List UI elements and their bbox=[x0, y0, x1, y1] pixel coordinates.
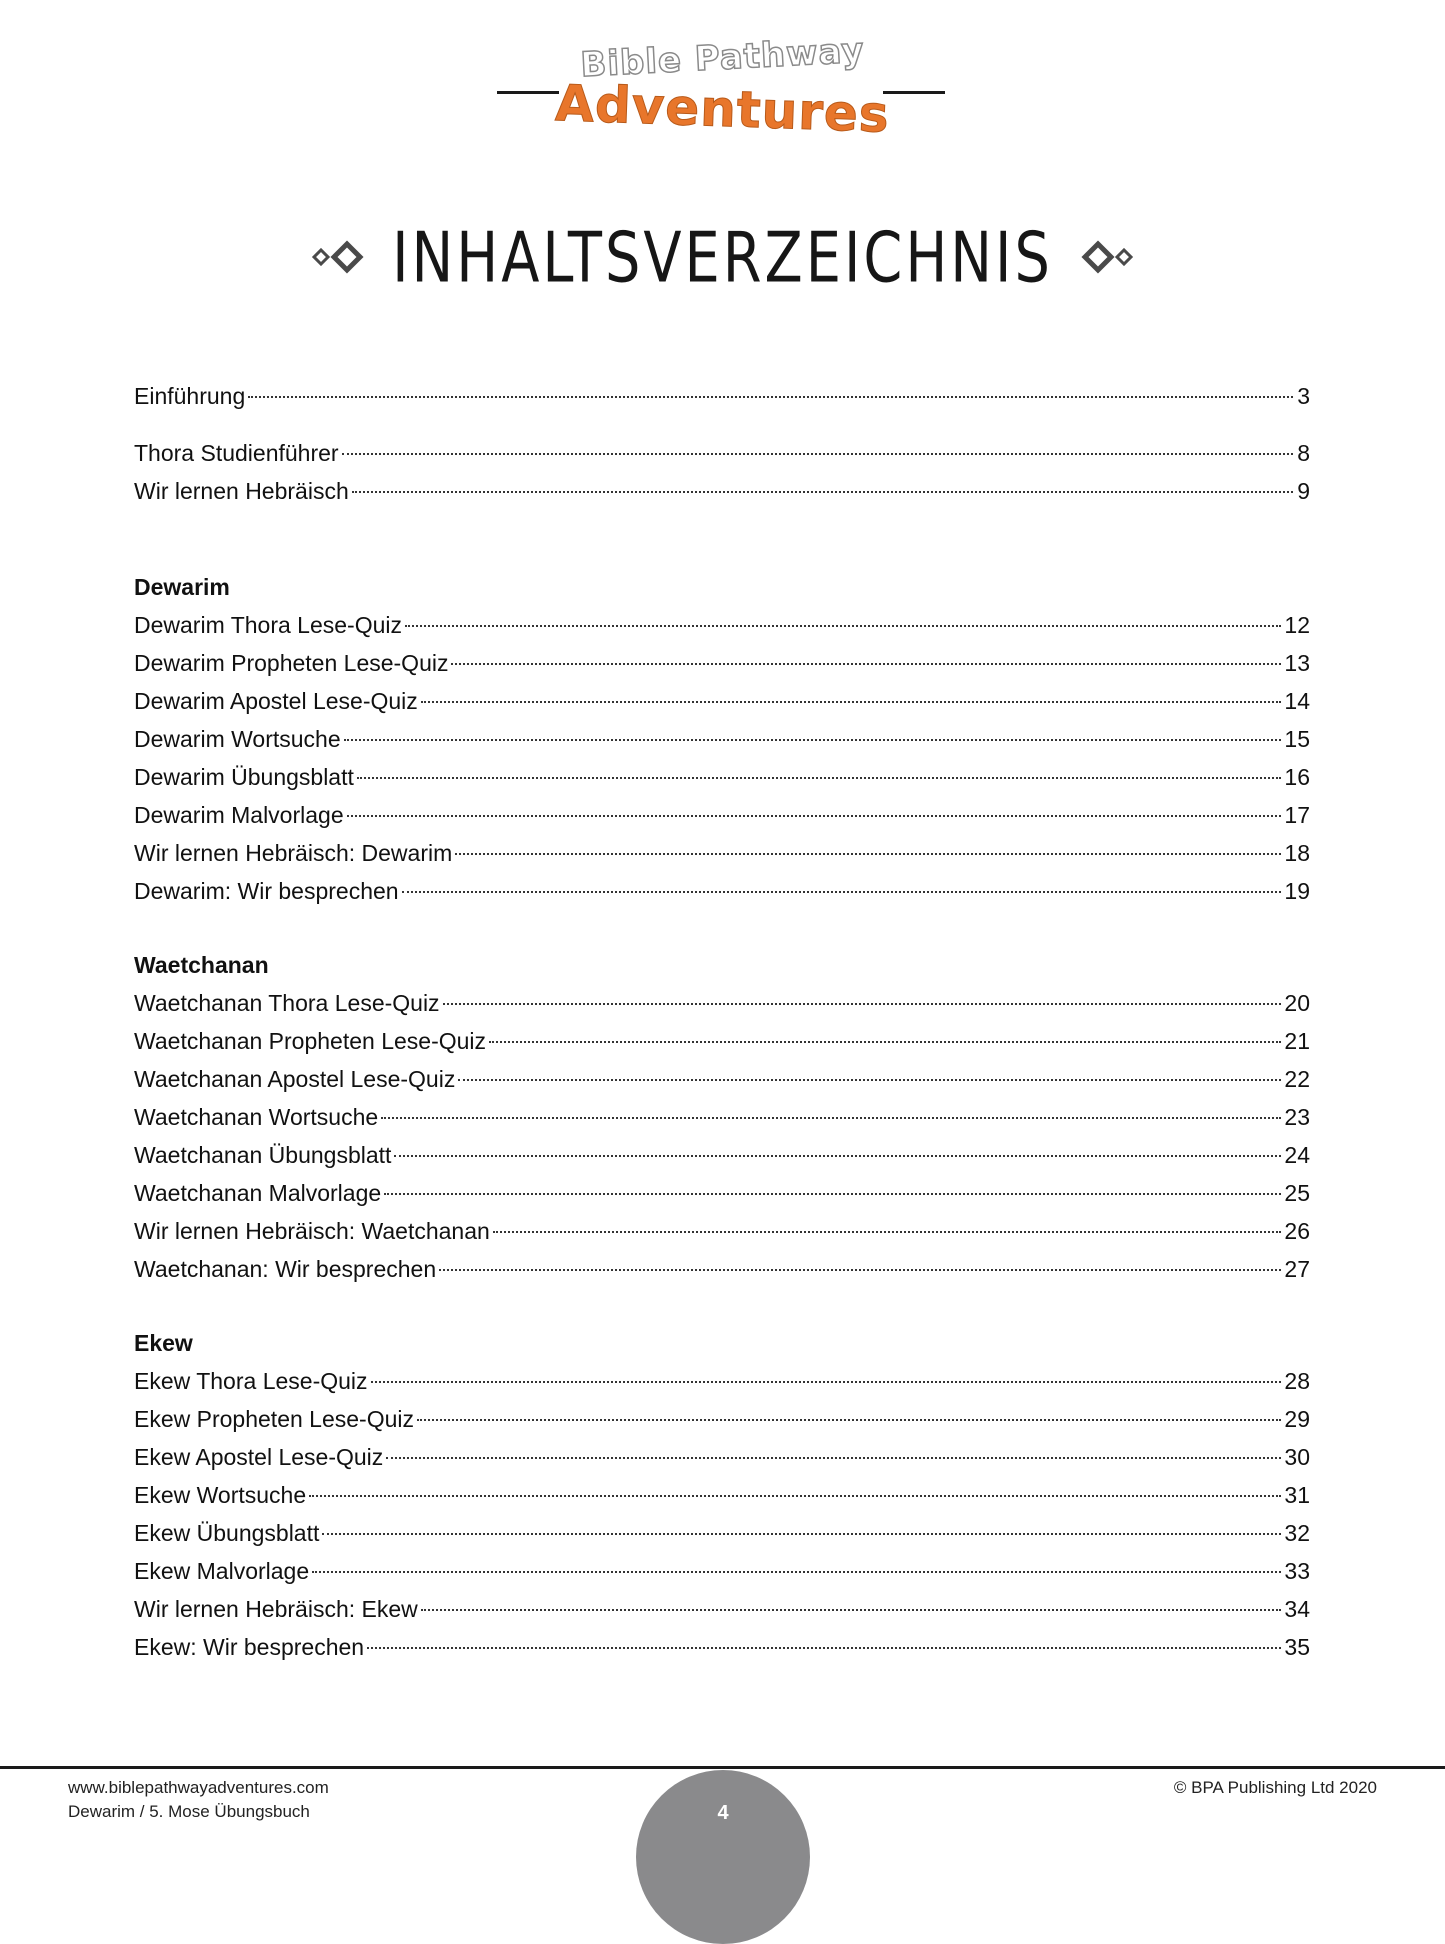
toc-entry[interactable] bbox=[134, 762, 1310, 792]
dot-leader bbox=[402, 890, 1282, 893]
toc-entry-page: 30 bbox=[1284, 1444, 1310, 1470]
toc-entry-page: 23 bbox=[1284, 1104, 1310, 1130]
toc-entry[interactable] bbox=[134, 1442, 1310, 1472]
dot-leader bbox=[371, 1380, 1282, 1383]
toc-entry-label: Ekew Thora Lese-Quiz bbox=[134, 1368, 368, 1394]
dot-leader bbox=[342, 452, 1293, 455]
toc-entry-page: 3 bbox=[1297, 383, 1310, 409]
toc-entry-label: Dewarim Apostel Lese-Quiz bbox=[134, 688, 418, 714]
toc-entry-label: Dewarim Thora Lese-Quiz bbox=[134, 612, 403, 638]
toc-entry-page: 35 bbox=[1284, 1634, 1310, 1660]
toc-entry-page: 24 bbox=[1284, 1142, 1310, 1168]
toc-entry[interactable] bbox=[134, 1632, 1310, 1662]
toc-entry-label: Dewarim: Wir besprechen bbox=[134, 878, 399, 904]
toc-entry-hebrew[interactable] bbox=[134, 476, 1310, 506]
toc-entry[interactable] bbox=[134, 686, 1310, 716]
dot-leader bbox=[417, 1418, 1281, 1421]
toc-entry-page: 15 bbox=[1284, 726, 1310, 752]
toc-entry-label: Waetchanan: Wir besprechen bbox=[134, 1256, 437, 1282]
toc-entry-label: Waetchanan Apostel Lese-Quiz bbox=[134, 1066, 456, 1092]
toc-entry[interactable] bbox=[134, 800, 1310, 830]
toc-entry-label: Ekew Malvorlage bbox=[134, 1558, 310, 1584]
toc-entry-page: 19 bbox=[1284, 878, 1310, 904]
section-heading: Dewarim bbox=[134, 574, 230, 600]
dot-leader bbox=[458, 1078, 1281, 1081]
toc-entry-page: 13 bbox=[1284, 650, 1310, 676]
toc-entry-page: 21 bbox=[1284, 1028, 1310, 1054]
toc-entry[interactable] bbox=[134, 724, 1310, 754]
toc-entry[interactable] bbox=[134, 1518, 1310, 1548]
toc-entry-label: Wir lernen Hebräisch: Waetchanan bbox=[134, 1218, 490, 1244]
page-number: 4 bbox=[717, 1802, 729, 1824]
toc-entry-label: Ekew Wortsuche bbox=[134, 1482, 307, 1508]
toc-entry-study-guide[interactable] bbox=[134, 438, 1310, 468]
toc-entry-page: 12 bbox=[1284, 612, 1310, 638]
book-title: Dewarim / 5. Mose Übungsbuch bbox=[68, 1802, 310, 1821]
dot-leader bbox=[309, 1494, 1281, 1497]
logo bbox=[0, 30, 1445, 144]
dot-leader bbox=[421, 700, 1282, 703]
toc-entry-label: Dewarim Übungsblatt bbox=[134, 764, 354, 790]
section-heading: Ekew bbox=[134, 1330, 193, 1356]
dot-leader bbox=[312, 1570, 1281, 1573]
toc-entry-label: Dewarim Malvorlage bbox=[134, 802, 344, 828]
toc-entry[interactable] bbox=[134, 988, 1310, 1018]
dot-leader bbox=[443, 1002, 1282, 1005]
dot-leader bbox=[439, 1268, 1281, 1271]
toc-entry[interactable] bbox=[134, 648, 1310, 678]
dot-leader bbox=[451, 662, 1281, 665]
toc-entry-label: Dewarim Propheten Lese-Quiz bbox=[134, 650, 449, 676]
toc-entry[interactable] bbox=[134, 1178, 1310, 1208]
toc-entry-label: Waetchanan Thora Lese-Quiz bbox=[134, 990, 440, 1016]
dot-leader bbox=[352, 490, 1293, 493]
toc-entry-label: Waetchanan Übungsblatt bbox=[134, 1142, 392, 1168]
toc-entry[interactable] bbox=[134, 1254, 1310, 1284]
dot-leader bbox=[357, 776, 1282, 779]
toc-entry[interactable] bbox=[134, 1404, 1310, 1434]
diamond-ornament-right-icon bbox=[1075, 240, 1141, 274]
toc-entry-page: 27 bbox=[1284, 1256, 1310, 1282]
toc-entry-page: 8 bbox=[1297, 440, 1310, 466]
footer-left bbox=[68, 1776, 329, 1824]
toc-entry-page: 32 bbox=[1284, 1520, 1310, 1546]
toc-entry-page: 29 bbox=[1284, 1406, 1310, 1432]
dot-leader bbox=[347, 814, 1282, 817]
toc-entry[interactable] bbox=[134, 1064, 1310, 1094]
toc-entry[interactable] bbox=[134, 1140, 1310, 1170]
title-row bbox=[0, 216, 1445, 298]
toc-entry-page: 16 bbox=[1284, 764, 1310, 790]
toc-entry[interactable] bbox=[134, 838, 1310, 868]
toc-entry-page: 28 bbox=[1284, 1368, 1310, 1394]
dot-leader bbox=[381, 1116, 1281, 1119]
toc-entry-label: Wir lernen Hebräisch: Dewarim bbox=[134, 840, 453, 866]
footer-rule bbox=[0, 1766, 1445, 1769]
toc-entry-page: 14 bbox=[1284, 688, 1310, 714]
toc-entry[interactable] bbox=[134, 1480, 1310, 1510]
toc-entry[interactable] bbox=[134, 1366, 1310, 1396]
toc-entry-page: 31 bbox=[1284, 1482, 1310, 1508]
dot-leader bbox=[455, 852, 1281, 855]
toc-entry[interactable] bbox=[134, 610, 1310, 640]
toc-entry-page: 18 bbox=[1284, 840, 1310, 866]
section-heading: Waetchanan bbox=[134, 952, 269, 978]
dot-leader bbox=[384, 1192, 1281, 1195]
toc-entry-label: Ekew Propheten Lese-Quiz bbox=[134, 1406, 414, 1432]
toc-entry-page: 9 bbox=[1297, 478, 1310, 504]
dot-leader bbox=[248, 395, 1293, 398]
copyright: © BPA Publishing Ltd 2020 bbox=[1173, 1778, 1377, 1797]
toc-entry[interactable] bbox=[134, 1102, 1310, 1132]
toc-entry-label: Waetchanan Wortsuche bbox=[134, 1104, 379, 1130]
dot-leader bbox=[367, 1646, 1281, 1649]
toc-entry[interactable] bbox=[134, 1594, 1310, 1624]
toc-entry-page: 22 bbox=[1284, 1066, 1310, 1092]
logo-bottom-text: Adventures bbox=[554, 74, 891, 144]
toc-entry-label: Wir lernen Hebräisch bbox=[134, 478, 349, 504]
dot-leader bbox=[489, 1040, 1281, 1043]
toc-entry-page: 17 bbox=[1284, 802, 1310, 828]
page-number-badge bbox=[636, 1770, 810, 1944]
toc-entry[interactable] bbox=[134, 1556, 1310, 1586]
dot-leader bbox=[322, 1532, 1281, 1535]
dot-leader bbox=[421, 1608, 1282, 1611]
toc-entry-label: Ekew: Wir besprechen bbox=[134, 1634, 365, 1660]
toc-entry-label: Ekew Apostel Lese-Quiz bbox=[134, 1444, 384, 1470]
toc-entry[interactable] bbox=[134, 1026, 1310, 1056]
toc-entry-label: Einführung bbox=[134, 383, 246, 409]
toc-entry-page: 20 bbox=[1284, 990, 1310, 1016]
toc-entry[interactable] bbox=[134, 876, 1310, 906]
dot-leader bbox=[394, 1154, 1281, 1157]
diamond-ornament-left-icon bbox=[304, 240, 370, 274]
toc-entry-page: 25 bbox=[1284, 1180, 1310, 1206]
toc-entry-page: 33 bbox=[1284, 1558, 1310, 1584]
dot-leader bbox=[344, 738, 1282, 741]
toc-entry-label: Waetchanan Malvorlage bbox=[134, 1180, 382, 1206]
toc-entry[interactable] bbox=[134, 1216, 1310, 1246]
page-title: INHALTSVERZEICHNIS bbox=[392, 216, 1053, 298]
toc-entry-label: Thora Studienführer bbox=[134, 440, 339, 466]
logo-top-text: Bible Pathway bbox=[579, 30, 866, 86]
toc-entry-page: 34 bbox=[1284, 1596, 1310, 1622]
dot-leader bbox=[386, 1456, 1281, 1459]
website-link[interactable]: www.biblepathwayadventures.com bbox=[68, 1778, 329, 1797]
toc-entry-page: 26 bbox=[1284, 1218, 1310, 1244]
toc-entry-label: Waetchanan Propheten Lese-Quiz bbox=[134, 1028, 487, 1054]
toc-entry-label: Ekew Übungsblatt bbox=[134, 1520, 320, 1546]
toc-entry-intro[interactable] bbox=[134, 381, 1310, 411]
dot-leader bbox=[493, 1230, 1282, 1233]
toc-entry-label: Wir lernen Hebräisch: Ekew bbox=[134, 1596, 418, 1622]
dot-leader bbox=[405, 624, 1281, 627]
toc-entry-label: Dewarim Wortsuche bbox=[134, 726, 341, 752]
